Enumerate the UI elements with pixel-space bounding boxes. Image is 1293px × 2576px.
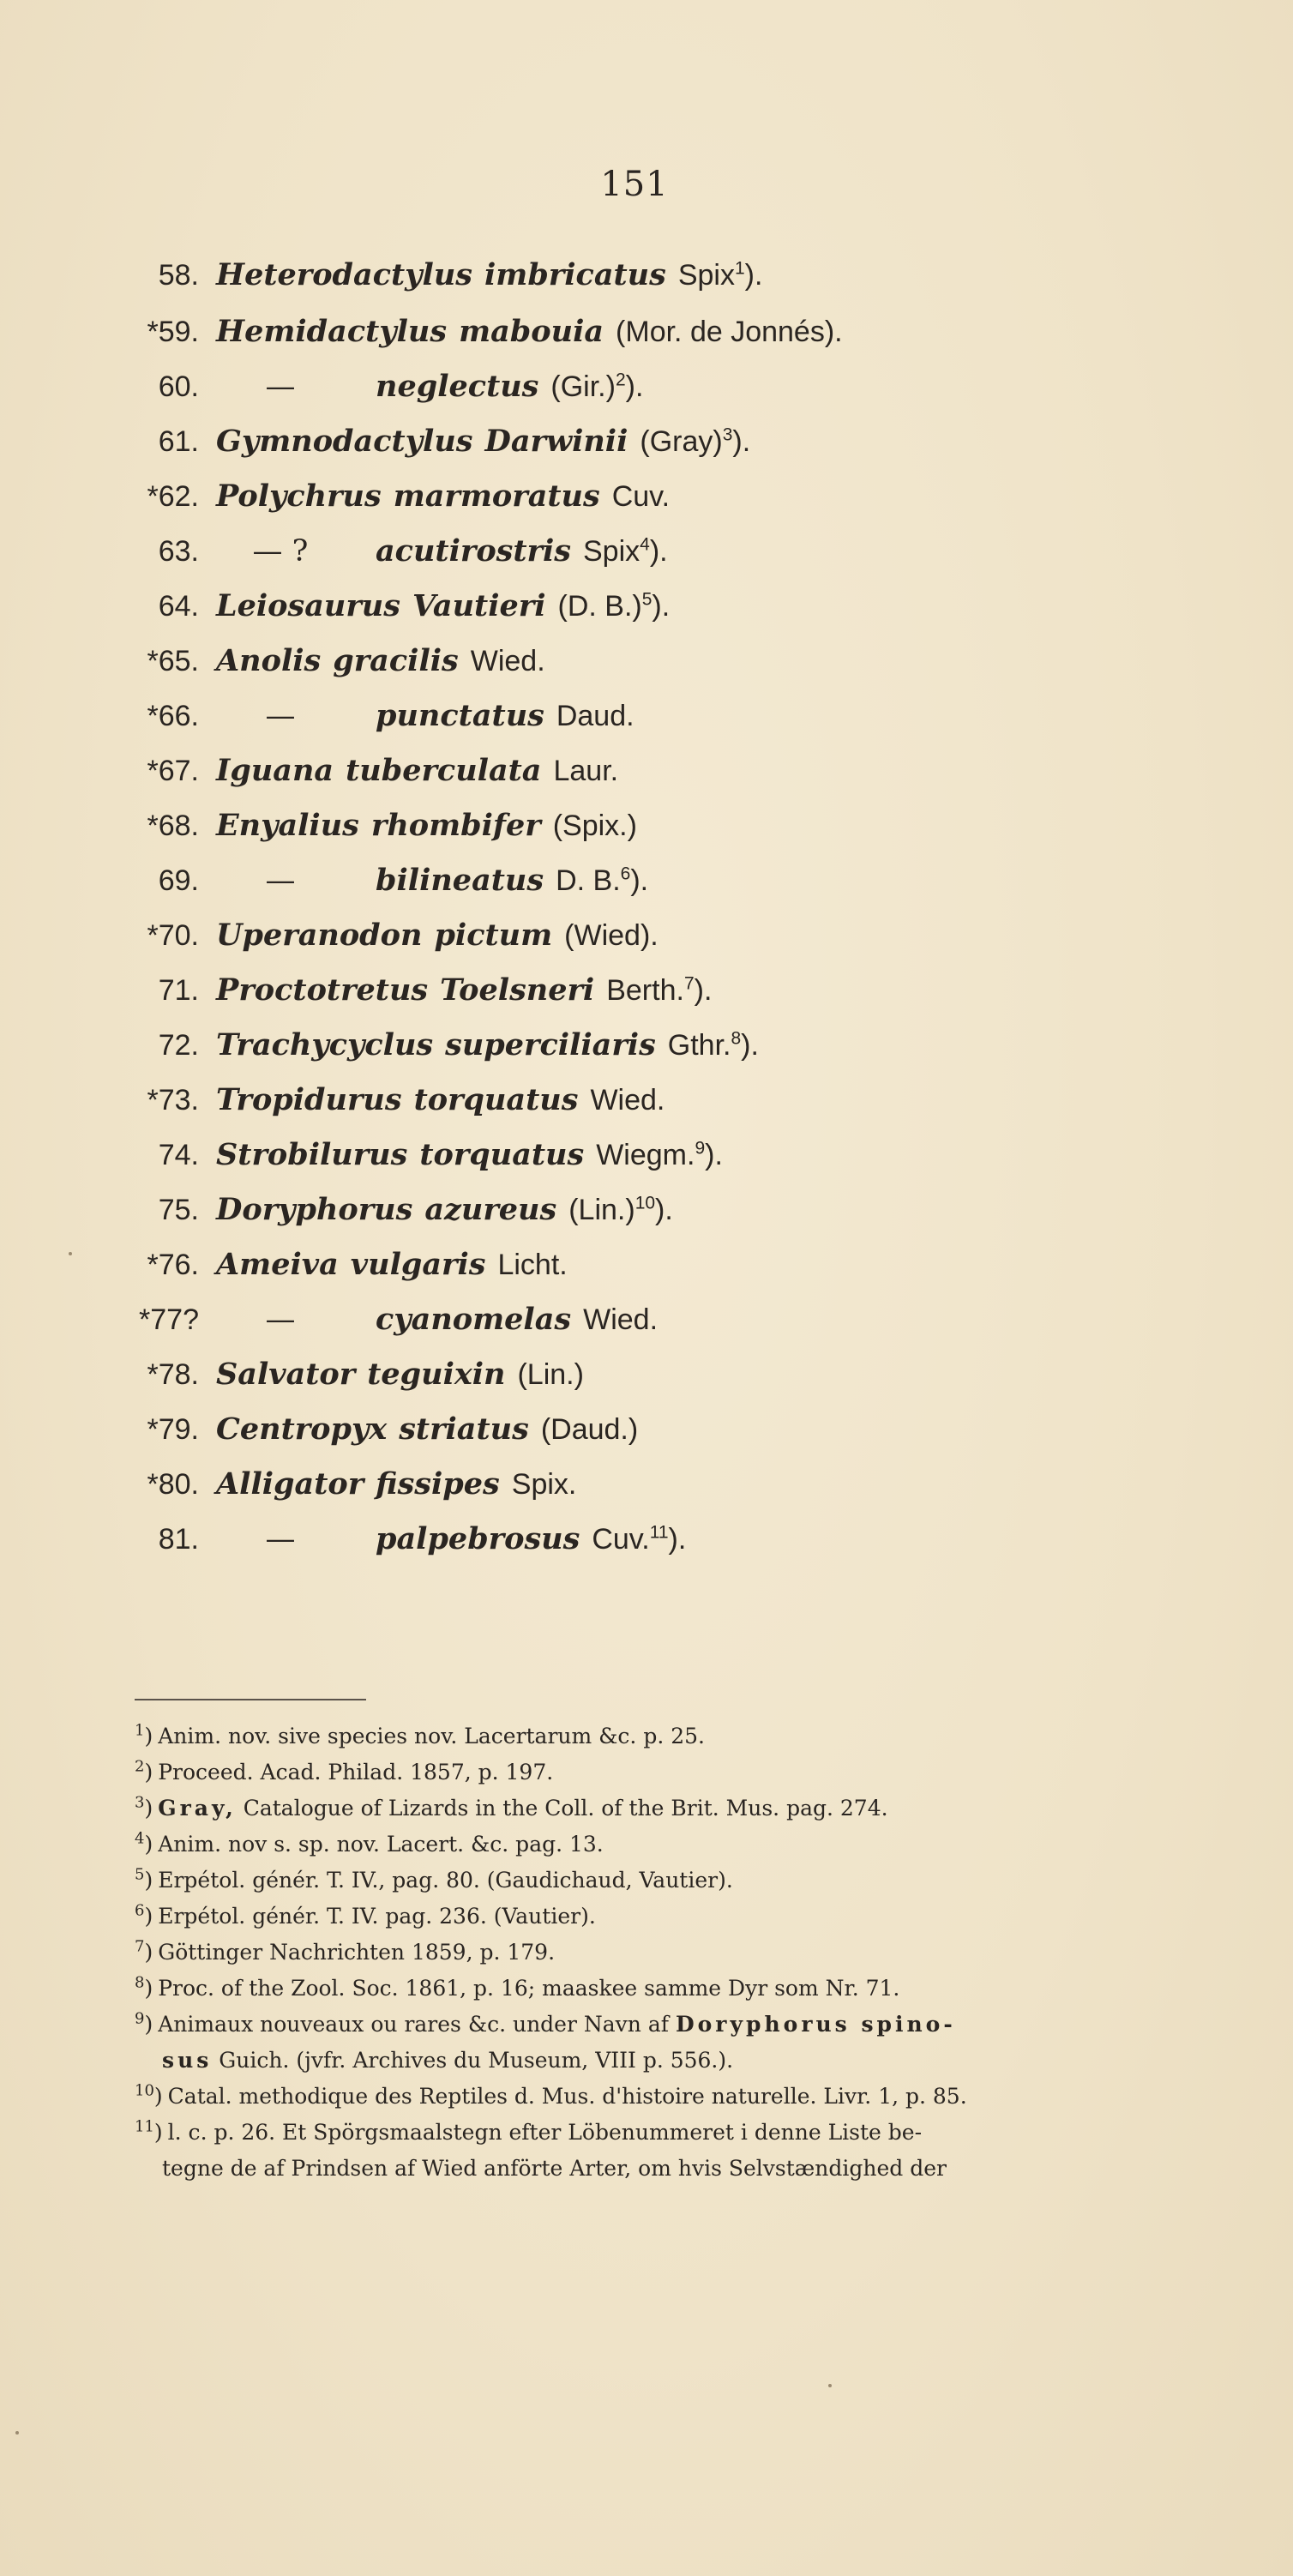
author-text: Wied.	[470, 645, 545, 677]
footnote-mark-number: 11	[135, 2117, 154, 2136]
footnote-line	[135, 1793, 888, 1821]
species-entry	[0, 698, 634, 749]
entry-number: *65.	[147, 645, 199, 677]
closing-punct: ).	[744, 259, 763, 292]
footnote-ref: 9	[695, 1138, 706, 1159]
author-text: Wied.	[583, 1303, 659, 1336]
spaced-taxon: Doryphorus spino-	[675, 2012, 956, 2037]
author-text: Spix.	[511, 1468, 577, 1501]
species-entry	[0, 1192, 673, 1243]
footnote-ref: 2	[615, 370, 626, 390]
genus-name: Ameiva	[216, 1247, 339, 1282]
closing-punct: ).	[652, 590, 671, 623]
author-text: (Gir.)	[550, 370, 616, 403]
entry-number: 74.	[158, 1139, 199, 1171]
species-entry	[0, 533, 668, 585]
species-entry	[0, 1466, 576, 1518]
ditto-dash: — ?	[252, 534, 309, 569]
species-entry	[0, 863, 648, 914]
species-name: marmoratus	[393, 478, 600, 514]
footnote-mark: $^3$)	[135, 1793, 153, 1821]
paper-speck	[69, 1252, 72, 1255]
closing-punct: ).	[655, 1194, 673, 1226]
author-name	[596, 1139, 723, 1172]
ditto-dash: —	[265, 699, 296, 733]
genus-name: Strobilurus	[216, 1137, 408, 1172]
genus-name: Centropyx	[216, 1411, 388, 1447]
species-entry	[0, 972, 712, 1024]
footnote-mark: $^9$)	[135, 2009, 153, 2037]
footnote-text: tegne de af Prindsen af Wied anförte Arter, om hvis Selvstændighed der	[162, 2156, 947, 2181]
footnote-mark-number: 2	[135, 1757, 145, 1776]
species-name: azureus	[424, 1192, 557, 1227]
ditto-dash: —	[265, 864, 296, 898]
footnote-mark-number: 1	[135, 1721, 145, 1740]
species-entry	[0, 257, 762, 309]
species-name: teguixin	[367, 1357, 506, 1392]
author-name	[471, 645, 545, 678]
footnote-mark-number: 8	[135, 1973, 145, 1992]
footnote-mark-number: 6	[135, 1901, 145, 1920]
footnote-mark: $^5$)	[135, 1865, 153, 1893]
footnote-rule	[135, 1699, 366, 1700]
entry-number: 71.	[158, 974, 199, 1007]
author-name	[564, 919, 659, 953]
footnote-line	[135, 1865, 733, 1893]
entry-number: *70.	[147, 919, 199, 952]
footnote-ref: 4	[640, 534, 650, 555]
species-name: punctatus	[376, 698, 544, 733]
footnote-ref: 10	[634, 1193, 656, 1213]
closing-punct: ).	[741, 1029, 759, 1062]
footnote-mark: $^{10}$)	[135, 2081, 163, 2109]
author-name	[568, 1194, 673, 1227]
author-text: D. B.	[556, 864, 621, 897]
entry-number: 81.	[158, 1523, 199, 1556]
species-name: acutirostris	[376, 533, 571, 569]
entry-number: *78.	[147, 1358, 199, 1391]
author-text: (Lin.)	[517, 1358, 584, 1391]
genus-name: Proctotretus	[216, 972, 429, 1008]
species-name: vulgaris	[350, 1247, 486, 1282]
footnote-ref: 5	[641, 589, 653, 610]
author-text: Wiegm.	[596, 1139, 695, 1171]
paper-speck	[15, 2431, 19, 2435]
ditto-dash: —	[265, 1522, 296, 1556]
entry-number: *68.	[147, 810, 199, 842]
species-entry	[0, 478, 670, 530]
species-entry	[0, 1521, 686, 1573]
author-name	[640, 425, 750, 459]
footnote-ref: 11	[649, 1522, 669, 1543]
species-name: gracilis	[333, 643, 459, 678]
spaced-author: sus	[162, 2048, 213, 2073]
spaced-author: Gray,	[158, 1796, 237, 1821]
author-name	[606, 974, 712, 1008]
species-entry	[0, 314, 843, 365]
closing-punct: ).	[649, 535, 668, 568]
author-name	[541, 1413, 638, 1447]
author-name	[668, 1029, 759, 1062]
footnote-mark: $^7$)	[135, 1937, 153, 1965]
footnote-mark: $^4$)	[135, 1829, 153, 1857]
author-text: Cuv.	[611, 480, 671, 513]
entry-number: 64.	[158, 590, 199, 623]
author-name	[678, 259, 763, 292]
author-name	[616, 316, 843, 349]
species-entry	[0, 588, 670, 640]
footnote-text: Proceed. Acad. Philad. 1857, p. 197.	[158, 1760, 554, 1785]
species-entry	[0, 1302, 658, 1353]
species-name: palpebrosus	[376, 1521, 580, 1556]
entry-number: 75.	[158, 1194, 199, 1226]
species-entry	[0, 643, 545, 695]
author-name	[553, 810, 637, 843]
closing-punct: ).	[625, 370, 644, 403]
author-text: (Wied).	[564, 919, 659, 952]
page-number: 151	[600, 165, 669, 204]
entry-number: *79.	[147, 1413, 199, 1446]
footnote-line	[135, 2009, 956, 2037]
footnote-mark: $^1$)	[135, 1721, 153, 1748]
species-name: torquatus	[419, 1137, 585, 1172]
entry-number: *77?	[139, 1303, 199, 1336]
author-text: (D. B.)	[557, 590, 642, 623]
footnote-line	[135, 1829, 604, 1857]
footnote-ref: 1	[734, 258, 745, 279]
genus-name: Polychrus	[216, 478, 382, 514]
species-entry	[0, 753, 618, 804]
footnote-text: Göttinger Nachrichten 1859, p. 179.	[158, 1940, 556, 1965]
ditto-dash: —	[265, 370, 296, 404]
author-text: (Daud.)	[540, 1413, 639, 1446]
author-text: Spix	[583, 535, 640, 568]
genus-name: Salvator	[216, 1357, 356, 1392]
genus-name: Iguana	[216, 753, 334, 788]
entry-number: 69.	[158, 864, 199, 897]
footnote-line	[162, 2048, 733, 2073]
genus-name: Enyalius	[216, 808, 359, 843]
species-name: Toelsneri	[440, 972, 595, 1008]
footnote-text: Anim. nov. sive species nov. Lacertarum &c. p. 25.	[158, 1724, 705, 1748]
closing-punct: ).	[732, 425, 751, 458]
genus-name: Gymnodactylus	[216, 424, 473, 459]
closing-punct: ).	[630, 864, 649, 897]
entry-number: 58.	[158, 259, 199, 292]
species-entry	[0, 1411, 638, 1463]
species-name: rhombifer	[370, 808, 541, 843]
footnote-mark-number: 10	[135, 2081, 154, 2100]
author-text: Gthr.	[667, 1029, 731, 1062]
footnote-ref: 8	[731, 1028, 742, 1049]
entry-number: 60.	[158, 370, 199, 403]
author-name	[517, 1358, 583, 1392]
author-text: Cuv.	[592, 1523, 650, 1556]
species-name: striatus	[399, 1411, 529, 1447]
genus-name: Tropidurus	[216, 1082, 402, 1117]
entry-number: 61.	[158, 425, 199, 458]
footnote-line	[135, 1757, 554, 1785]
species-name: tuberculata	[346, 753, 542, 788]
author-text: Laur.	[553, 755, 619, 787]
entry-number: *76.	[147, 1249, 199, 1281]
author-text: (Lin.)	[568, 1194, 635, 1226]
footnote-text: l. c. p. 26. Et Spörgsmaalstegn efter Löbenummeret i denne Liste be-	[167, 2120, 923, 2145]
ditto-dash: —	[265, 1303, 296, 1337]
footnote-text: Catal. methodique des Reptiles d. Mus. d'histoire naturelle. Livr. 1, p. 85.	[167, 2084, 967, 2109]
genus-name: Uperanodon	[216, 918, 423, 953]
footnote-mark-number: 3	[135, 1793, 145, 1812]
author-name	[583, 535, 668, 569]
author-name	[590, 1084, 665, 1117]
paper-speck	[828, 2384, 832, 2387]
author-name	[558, 590, 671, 623]
author-name	[592, 1523, 686, 1556]
footnote-line	[162, 2156, 947, 2181]
species-name: bilineatus	[376, 863, 544, 898]
author-text: Berth.	[606, 974, 684, 1007]
genus-name: Heterodactylus	[216, 257, 472, 292]
genus-name: Hemidactylus	[216, 314, 448, 349]
entry-number: *80.	[147, 1468, 199, 1501]
species-entry	[0, 918, 659, 969]
genus-name: Alligator	[216, 1466, 364, 1502]
footnote-line	[135, 1901, 596, 1929]
genus-name: Trachycyclus	[216, 1027, 434, 1062]
author-text: (Gray)	[640, 425, 723, 458]
footnote-line	[135, 1721, 705, 1748]
species-entry	[0, 1137, 723, 1189]
entry-number: *73.	[147, 1084, 199, 1116]
footnote-mark-number: 9	[135, 2009, 145, 2028]
species-name: neglectus	[376, 369, 539, 404]
closing-punct: ).	[668, 1523, 687, 1556]
closing-punct: ).	[705, 1139, 723, 1171]
author-text: (Mor. de Jonnés).	[616, 316, 843, 348]
genus-name: Leiosaurus	[216, 588, 400, 623]
author-name	[612, 480, 670, 514]
author-name	[556, 864, 648, 898]
author-text: Spix	[677, 259, 735, 292]
author-name	[497, 1249, 567, 1282]
footnote-text: Erpétol. génér. T. IV., pag. 80. (Gaudichaud, Vautier).	[158, 1868, 733, 1893]
footnote-line	[135, 2081, 967, 2109]
footnote-mark-number: 4	[135, 1829, 145, 1848]
footnote-mark: $^6$)	[135, 1901, 153, 1929]
species-entry	[0, 369, 643, 420]
species-name: cyanomelas	[376, 1302, 572, 1337]
footnote-mark: $^2$)	[135, 1757, 153, 1785]
species-name: imbricatus	[484, 257, 666, 292]
author-text: Wied.	[590, 1084, 665, 1116]
author-name	[550, 370, 643, 404]
species-name: Vautieri	[412, 588, 546, 623]
species-entry	[0, 424, 750, 475]
author-text: Licht.	[497, 1249, 568, 1281]
species-entry	[0, 1247, 568, 1298]
species-entry	[0, 808, 637, 859]
entry-number: *59.	[147, 316, 199, 348]
footnote-ref: 3	[722, 424, 733, 445]
species-name: mabouia	[459, 314, 604, 349]
entry-number: 72.	[158, 1029, 199, 1062]
author-name	[512, 1468, 577, 1502]
species-name: fissipes	[376, 1466, 500, 1502]
entry-number: 63.	[158, 535, 199, 568]
closing-punct: ).	[694, 974, 713, 1007]
footnote-line	[135, 1973, 900, 2001]
author-text: Daud.	[556, 700, 634, 732]
author-name	[553, 755, 618, 788]
footnote-ref: 6	[620, 864, 631, 884]
genus-name: Doryphorus	[216, 1192, 413, 1227]
footnote-text: Guich. (jvfr. Archives du Museum, VIII p. 556.).	[212, 2048, 734, 2073]
species-name: Darwinii	[484, 424, 628, 459]
genus-name: Anolis	[216, 643, 322, 678]
author-name	[556, 700, 634, 733]
footnote-mark-number: 7	[135, 1937, 145, 1956]
footnote-text: Catalogue of Lizards in the Coll. of the Brit. Mus. pag. 274.	[236, 1796, 888, 1821]
footnote-mark: $^{11}$)	[135, 2117, 163, 2145]
species-entry	[0, 1357, 584, 1408]
footnote-text: Animaux nouveaux ou rares &c. under Navn af	[158, 2012, 676, 2037]
species-name: torquatus	[413, 1082, 579, 1117]
species-entry	[0, 1082, 665, 1134]
footnote-line	[135, 1937, 556, 1965]
footnote-mark-number: 5	[135, 1865, 145, 1884]
footnote-text: Anim. nov s. sp. nov. Lacert. &c. pag. 13.	[158, 1832, 604, 1857]
footnote-ref: 7	[683, 973, 695, 994]
footnote-line	[135, 2117, 923, 2145]
author-text: (Spix.)	[552, 810, 637, 842]
footnote-mark: $^8$)	[135, 1973, 153, 2001]
author-name	[583, 1303, 658, 1337]
entry-number: *66.	[147, 700, 199, 732]
species-name: superciliaris	[445, 1027, 656, 1062]
entry-number: *67.	[147, 755, 199, 787]
footnote-text: Proc. of the Zool. Soc. 1861, p. 16; maaskee samme Dyr som Nr. 71.	[158, 1976, 900, 2001]
entry-number: *62.	[147, 480, 199, 513]
footnote-text: Erpétol. génér. T. IV. pag. 236. (Vautier).	[158, 1904, 596, 1929]
species-entry	[0, 1027, 759, 1079]
species-name: pictum	[434, 918, 553, 953]
